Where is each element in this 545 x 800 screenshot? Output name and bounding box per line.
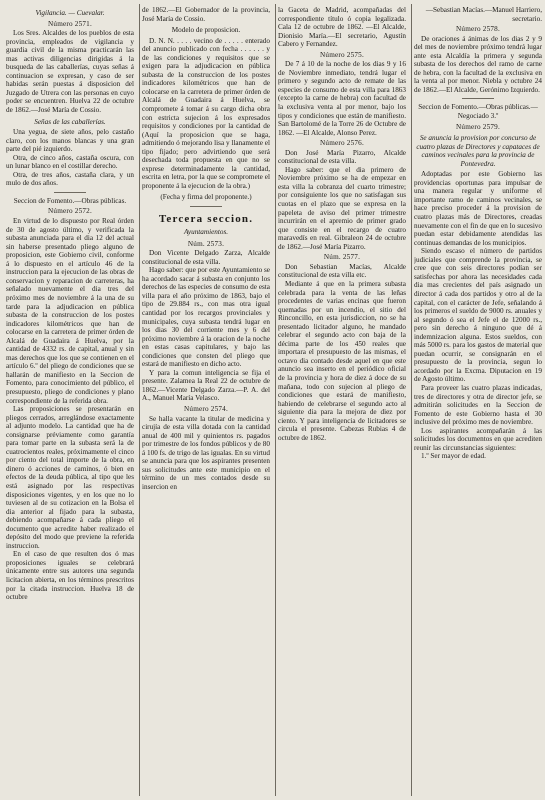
notice-paragraph: Don José María Pizarro, Alcalde constitucional de esta villa. [278,148,406,166]
notice-paragraph: Los Sres. Alcaldes de los pueblos de esta provincia, empleados de vigilancia y guardia civil de la misma practicarán las mas activas diligencias dirigidas á la busqueda de las caballerías, cuyas señas á continuacion se expresan, y caso de ser habidas serán puestas á disposicion del Juzgado de Utrera con las personas en cuyo poder se encuentren. Huelva 22 de octubre de 1862.—José María de Cossio. [6,29,134,115]
notice-summary: Se anuncia la provision por concurso de cuatro plazas de Directores y capataces de caminos vecinales para la provincia de Pontevedra. [416,134,540,168]
notice-number: Núm. 2573. [187,239,225,248]
notice-paragraph: la Gaceta de Madrid, acompañadas del correspondiente título ó copia legalizada. Cala 12 de octubre de 1862. —El Alcalde, Dionisio María.—El secretario, Agustín Cabero y Fernandez. [278,6,406,49]
notice-paragraph: Adoptadas por este Gobierno las providencias oportunas para impulsar de una manera regular y uniforme el importante ramo de caminos vecinales, se hace preciso proceder á la provision de cuatro plazas más de Directores, creadas nuevamente con el fin de que en lo sucesivo puedan estar debidamente atendidas las continuas demandas de los municipios. [414,170,542,247]
notice-paragraph: Y para la comun inteligencia se fija el presente. Zalamea la Real 22 de octubre de 1862.—Vicente Delgado Zarza.—P. A. del A., Manuel María Velasco. [142,368,270,403]
notice-heading-vigilancia: Vigilancia. — Cuevalar. [35,9,105,17]
notice-number: Número 2578. [456,25,500,34]
notice-paragraph: De oraciones á ánimas de los dias 2 y 9 del mes de noviembre próximo tendrá lugar ante esta Alcaldía la primera y segunda subasta de los derechos del ramo de carne de hebra, con la facultad de la exclusiva en la venta al por menor. Niebla y octubre 24 de 1862.—El Alcalde, Gerónimo Izquierdo. [414,34,542,94]
notice-paragraph: D. N. N. . . . . vecino de . . . . . enterado del anuncio publicado con fecha . . . . . . y de las condiciones y requisitos que se exigen para la adjudicacion en pública subasta de la construccion de los postes indicadores kilométricos que han de colocarse en la carretera de primer órden de Alcalá de Guadaira á Huelva, se compromete á tomar á su cargo dicha obra con estricta sujecion á los expresados requisitos y condiciones por la cantidad de (Aquí la proposicion que se haga, admitiendo ó mejorando lisa y llanamente el tipo fijado; pero advirtiendo que será desechada toda propuesta en que no se exprese determinadamente la cantidad, escrita en letra, por la que se compromete el proponente á la ejecucion de la obra.) [142,36,270,190]
column-rule [411,4,412,796]
column-rule [139,4,140,796]
divider [190,206,222,207]
column-rule [275,4,276,796]
notice-paragraph: Don Vicente Delgado Zarza, Alcalde constitucional de esta villa. [142,249,270,266]
notice-number: Número 2576. [320,139,364,148]
notice-paragraph: Otra, de tres años, castaña clara, y un mulo de dos años. [6,170,134,188]
notice-paragraph: En el caso de que resulten dos ó mas proposiciones iguales se celebrará únicamente entre sus autores una segunda licitacion abierta, en los términos prescritos por la citada instruccion. Huelva 18 de octubre [6,550,134,602]
column-2 [142,6,270,796]
notice-heading-fomento: Seccion de Fomento.—Obras públicas.—Negociado 3.º [418,103,538,121]
notice-heading-fomento: Seccion de Fomento.—Obras públicas. [13,196,127,205]
notice-paragraph: Los aspirantes acompañarán á las solicitudes los documentos en que acrediten reunir las circunstancias siguientes: [414,426,542,452]
divider [54,192,86,193]
notice-number: Número 2574. [184,404,228,413]
notice-paragraph: Hago saber: que el dia primero de Noviembre próximo se ha de empezar en esta villa la cobranza del cuarto trimestre; por consiguiente los que no satisfagan sus cuotas en el plazo que se expresa en la papeleta de aviso del primer trimestre incurrirán en el apremio de primer grado que consiste en el recargo de cuatro maravedís en real. Gibraleon 24 de octubre de 1862.—José María Pizarro. [278,165,406,251]
signature-line: —Sebastian Macías.—Manuel Harriero, secretario. [425,6,542,23]
notice-number: Número 2579. [456,122,500,131]
notice-paragraph: Don Sebastian Macías, Alcalde constitucional de esta villa etc. [278,262,406,280]
notice-paragraph: Hago saber: que por este Ayuntamiento se ha acordado sacar á subasta en conjunto los derechos de las especies de consumo de esta villa para el año próximo de 1863, bajo el tipo de 29.884 rs., con mas otra igual cantidad por los recargos provinciales y municipales, cuya subasta tendrá lugar en los dias 30 del corriente mes y 6 del próximo noviembre á la oracion de la noche en estas casas capitulares, y bajo las condiciones que consten del pliego que estará de manifiesto en dicho acto. [142,266,270,369]
notice-paragraph: de 1862.—El Gobernador de la provincia, José María de Cossio. [142,6,270,23]
column-1 [6,6,134,796]
notice-number: Número 2575. [320,50,364,59]
notice-number: Número 2571. [48,19,92,28]
heading-modelo: Modelo de proposicion. [171,26,241,35]
signature-note: (Fecha y firma del proponente.) [160,193,252,202]
notice-paragraph: Una yegua, de siete años, pelo castaño claro, con los manos blancas y una gran parte del pié izquierdo. [6,128,134,154]
subheading-senas: Señas de las caballerías. [34,117,106,126]
notice-paragraph: Siendo escaso el número de partidos judiciales que comprende la provincia, se cree que con seis directores podían ser satisfechas por ahora las necesidades cada dia mas crecientes del país asignado un director á cada dos partidos y otro al de la capital, con el carácter de Jefe, señalando á los primeros el sueldo de 9000 rs. anuales y al segundo ó sea el Jefe el de 12000 rs., pero sin derecho á ninguno que dé á indemnizacion alguna. Estos sueldos, con más 5000 rs. para los gastos de material que puedan ocurrir, se consignarán en el presupuesto de la provincia, segun lo acordado por la Excma. Diputacion en 19 de Agosto último. [414,247,542,384]
notice-paragraph: Otra, de cinco años, castaña oscura, con un lunar blanco en el costillar derecho. [6,153,134,171]
notice-paragraph: 1.º Ser mayor de edad. [421,452,486,461]
section-title: Tercera seccion. [158,213,254,226]
divider [462,98,494,99]
notice-number: Número 2572. [48,207,92,216]
notice-paragraph: De 7 á 10 de la noche de los dias 9 y 16 de Noviembre inmediato, tendrá lugar el primero y segundo acto de remate de las especies de consumo de esta villa para 1863 (excepto la carne de hebra) con facultad de la exclusiva venta al por menor, bajo los tipos y condiciones que están de manifiesto. San Bartolomé de la Torre 26 de Octubre de 1862. —El Alcalde, Alonso Perez. [278,60,406,137]
notice-paragraph: En virtud de lo dispuesto por Real órden de 30 de agosto último, y verificada la subasta anunciada para el dia 12 del actual sin haberse presentado pliego alguno de proposicion, este Gobierno civil, conforme á lo dispuesto en el artículo 46 de la instruccion para la ejecucion de las obras de conservacion y reparacion de carreteras, ha señalado nuevamente el dia tres del próximo mes de noviembre á la una de su tarde para la adjudicacion en pública subasta de la construccion de los postes indicadores kilométricos que han de colocarse en la carretera de primer órden de Alcalá de Guadaira á Huelva, por la cantidad de 4332 rs. de capital, anual y sin mas derechos que los que se contienen en el artículo 6.º del pliego de condiciones que se hallarán de manifiesto en la Seccion de Fomento, para conocimiento del público, el presupuesto, pliego de condiciones y plano correspondiente de la referida obra. [6,217,134,405]
notice-number: Núm. 2577. [323,253,361,262]
column-3 [278,6,406,796]
section-subtitle: Ayuntamientos. [183,228,229,237]
notice-paragraph: Se halla vacante la titular de medicina y cirujía de esta villa dotada con la cantidad anual de 400 mil y quinientos rs. pagados por trimestre de los fondos públicos y de 80 á 100 fs. de trigo de las igualas. En su virtud se anuncia para que los aspirantes presenten sus solicitudes ante este municipio en el término de un mes contados desde su insercion en [142,414,270,491]
notice-paragraph: Para proveer las cuatro plazas indicadas, tres de directores y otra de director jefe, se admitirán solicitudes en la Seccion de Fomento de este Gobierno hasta el 30 inclusive del próximo mes de noviembre. [414,383,542,427]
notice-paragraph: Mediante á que en la primera subasta celebrada para la venta de las leñas procedentes de varias encinas que fueron quemadas por un incendio, el sitio del Rinconcillo, en esta jurisdiccion, no se ha presentado licitador alguno, he mandado celebrar el segundo acto con baja de la décima parte de los 450 reales que importara el presupuesto de las mismas, el octavo dia contado desde aquel en que este anuncio sea inserto en el periódico oficial de la provincia y hora de diez á doce de su mañana, todo con sujecion al pliego de condiciones que estará de manifiesto, habiendo de celebrarse el segundo acto al siguiente dia para la mejora de diez por ciento. Y para inteligencia de licitadores se circula el presente. Cabezas Rubias 4 de octubre de 1862. [278,279,406,442]
column-4 [414,6,542,796]
notice-paragraph: Las proposiciones se presentarán en pliegos cerrados, arreglándose exactamente al adjunto modelo. La cantidad que ha de consignarse préviamente como garantía para tomar parte en la subasta será la de cuatrocientos reales, próximamente el cinco por ciento del total importe de la obra, en dinero ó acciones de caminos, ó bien en efectos de la deuda pública, al tipo que les está asignado por las respectivas disposiciones vigentes, y en los que no lo tuviesen al de su cotizacion en la Bolsa el dia anterior al fijado para la subasta, debiendo acompañarse á cada pliego el documento que acredite haber realizado el depósito del modo que previene la referida instruccion. [6,405,134,550]
